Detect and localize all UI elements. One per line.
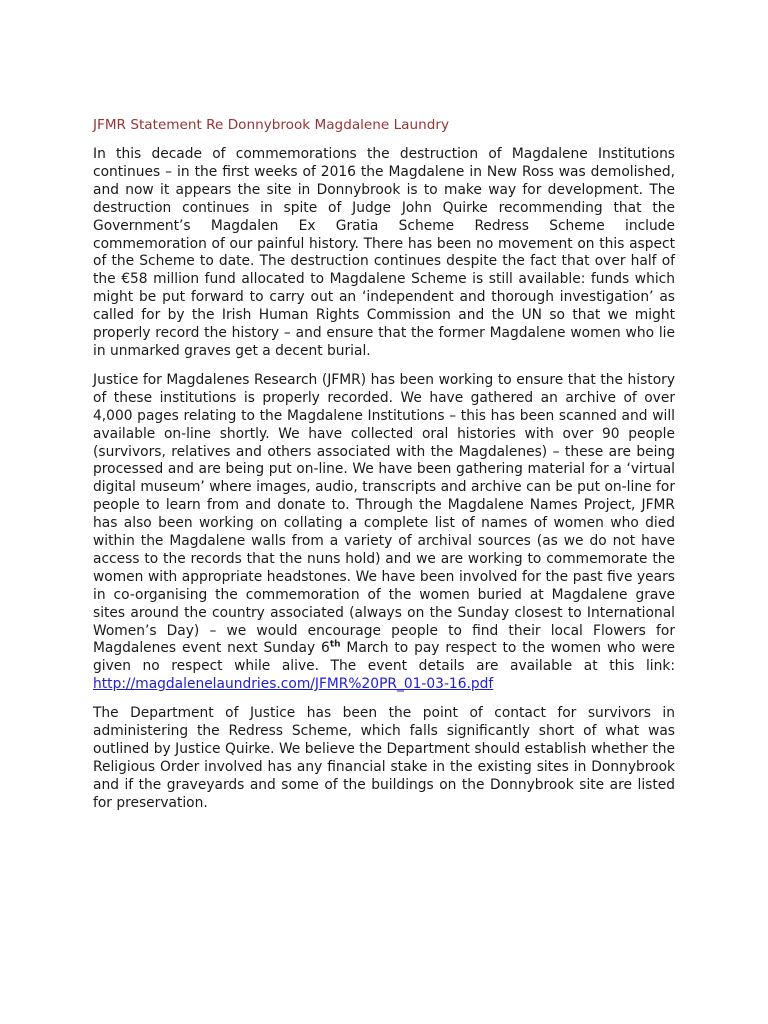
paragraph-commemorations: In this decade of commemorations the destruction of Magdalene Institutions continues – in the first weeks of 2016 the Magdalene in New Ross was demolished, and now it appears the site in Donnybrook is to make way for development. The destruction continues in spite of Judge John Quirke recommending that the Government’s Magdalen Ex Gratia Scheme Redress Scheme include commemoration of our painful history. There has been no movement on this aspect of the Scheme to date. The destruction continues despite the fact that over half of the €58 million fund allocated to Magdalene Scheme is still available: funds which might be put forward to carry out an ‘independent and thorough investigation’ as called for by the Irish Human Rights Commission and the UN so that we might properly record the history – and ensure that the former Magdalene women who lie in unmarked graves get a decent burial. [93,146,675,359]
document-title: JFMR Statement Re Donnybrook Magdalene Laundry [93,117,449,133]
document-page [93,116,675,824]
ordinal-superscript: th [329,639,341,650]
event-details-link[interactable]: http://magdalenelaundries.com/JFMR%20PR_01-03-16.pdf [93,676,494,693]
paragraph-jfmr-research-text: Justice for Magdalenes Research (JFMR) has been working to ensure that the history of these institutions is properly recorded. We have gathered an archive of over 4,000 pages relating to the Magdalene Institutions – this has been scanned and will available on-line shortly. We have collected oral histories with over 90 people (survivors, relatives and others associated with the Magdalenes) – these are being processed and are being put on-line. We have been gathering material for a ‘virtual digital museum’ where images, audio, transcripts and archive can be put on-line for people to learn from and donate to. Through the Magdalene Names Project, JFMR has also been working on collating a complete list of names of women who died within the Magdalene walls from a variety of archival sources (as we do not have access to the records that the nuns hold) and we are working to commemorate the women with appropriate headstones. We have been involved for the past five years in co-organising the commemoration of the women buried at Magdalene grave sites around the country associated (always on the Sunday closest to International Women’s Day) – we would encourage people to find their local Flowers for Magdalenes event next Sunday 6 [93,371,675,657]
paragraph-department-of-justice: The Department of Justice has been the point of contact for survivors in administering the Redress Scheme, which falls significantly short of what was outlined by Justice Quirke. We believe the Department should establish whether the Religious Order involved has any financial stake in the existing sites in Donnybrook and if the graveyards and some of the buildings on the Donnybrook site are listed for preservation. [93,705,675,811]
paragraph-jfmr-research [93,372,675,694]
paragraph-jfmr-research-text-continued: March to pay respect to the women who were given no respect while alive. The event details are available at this link: [93,640,675,675]
